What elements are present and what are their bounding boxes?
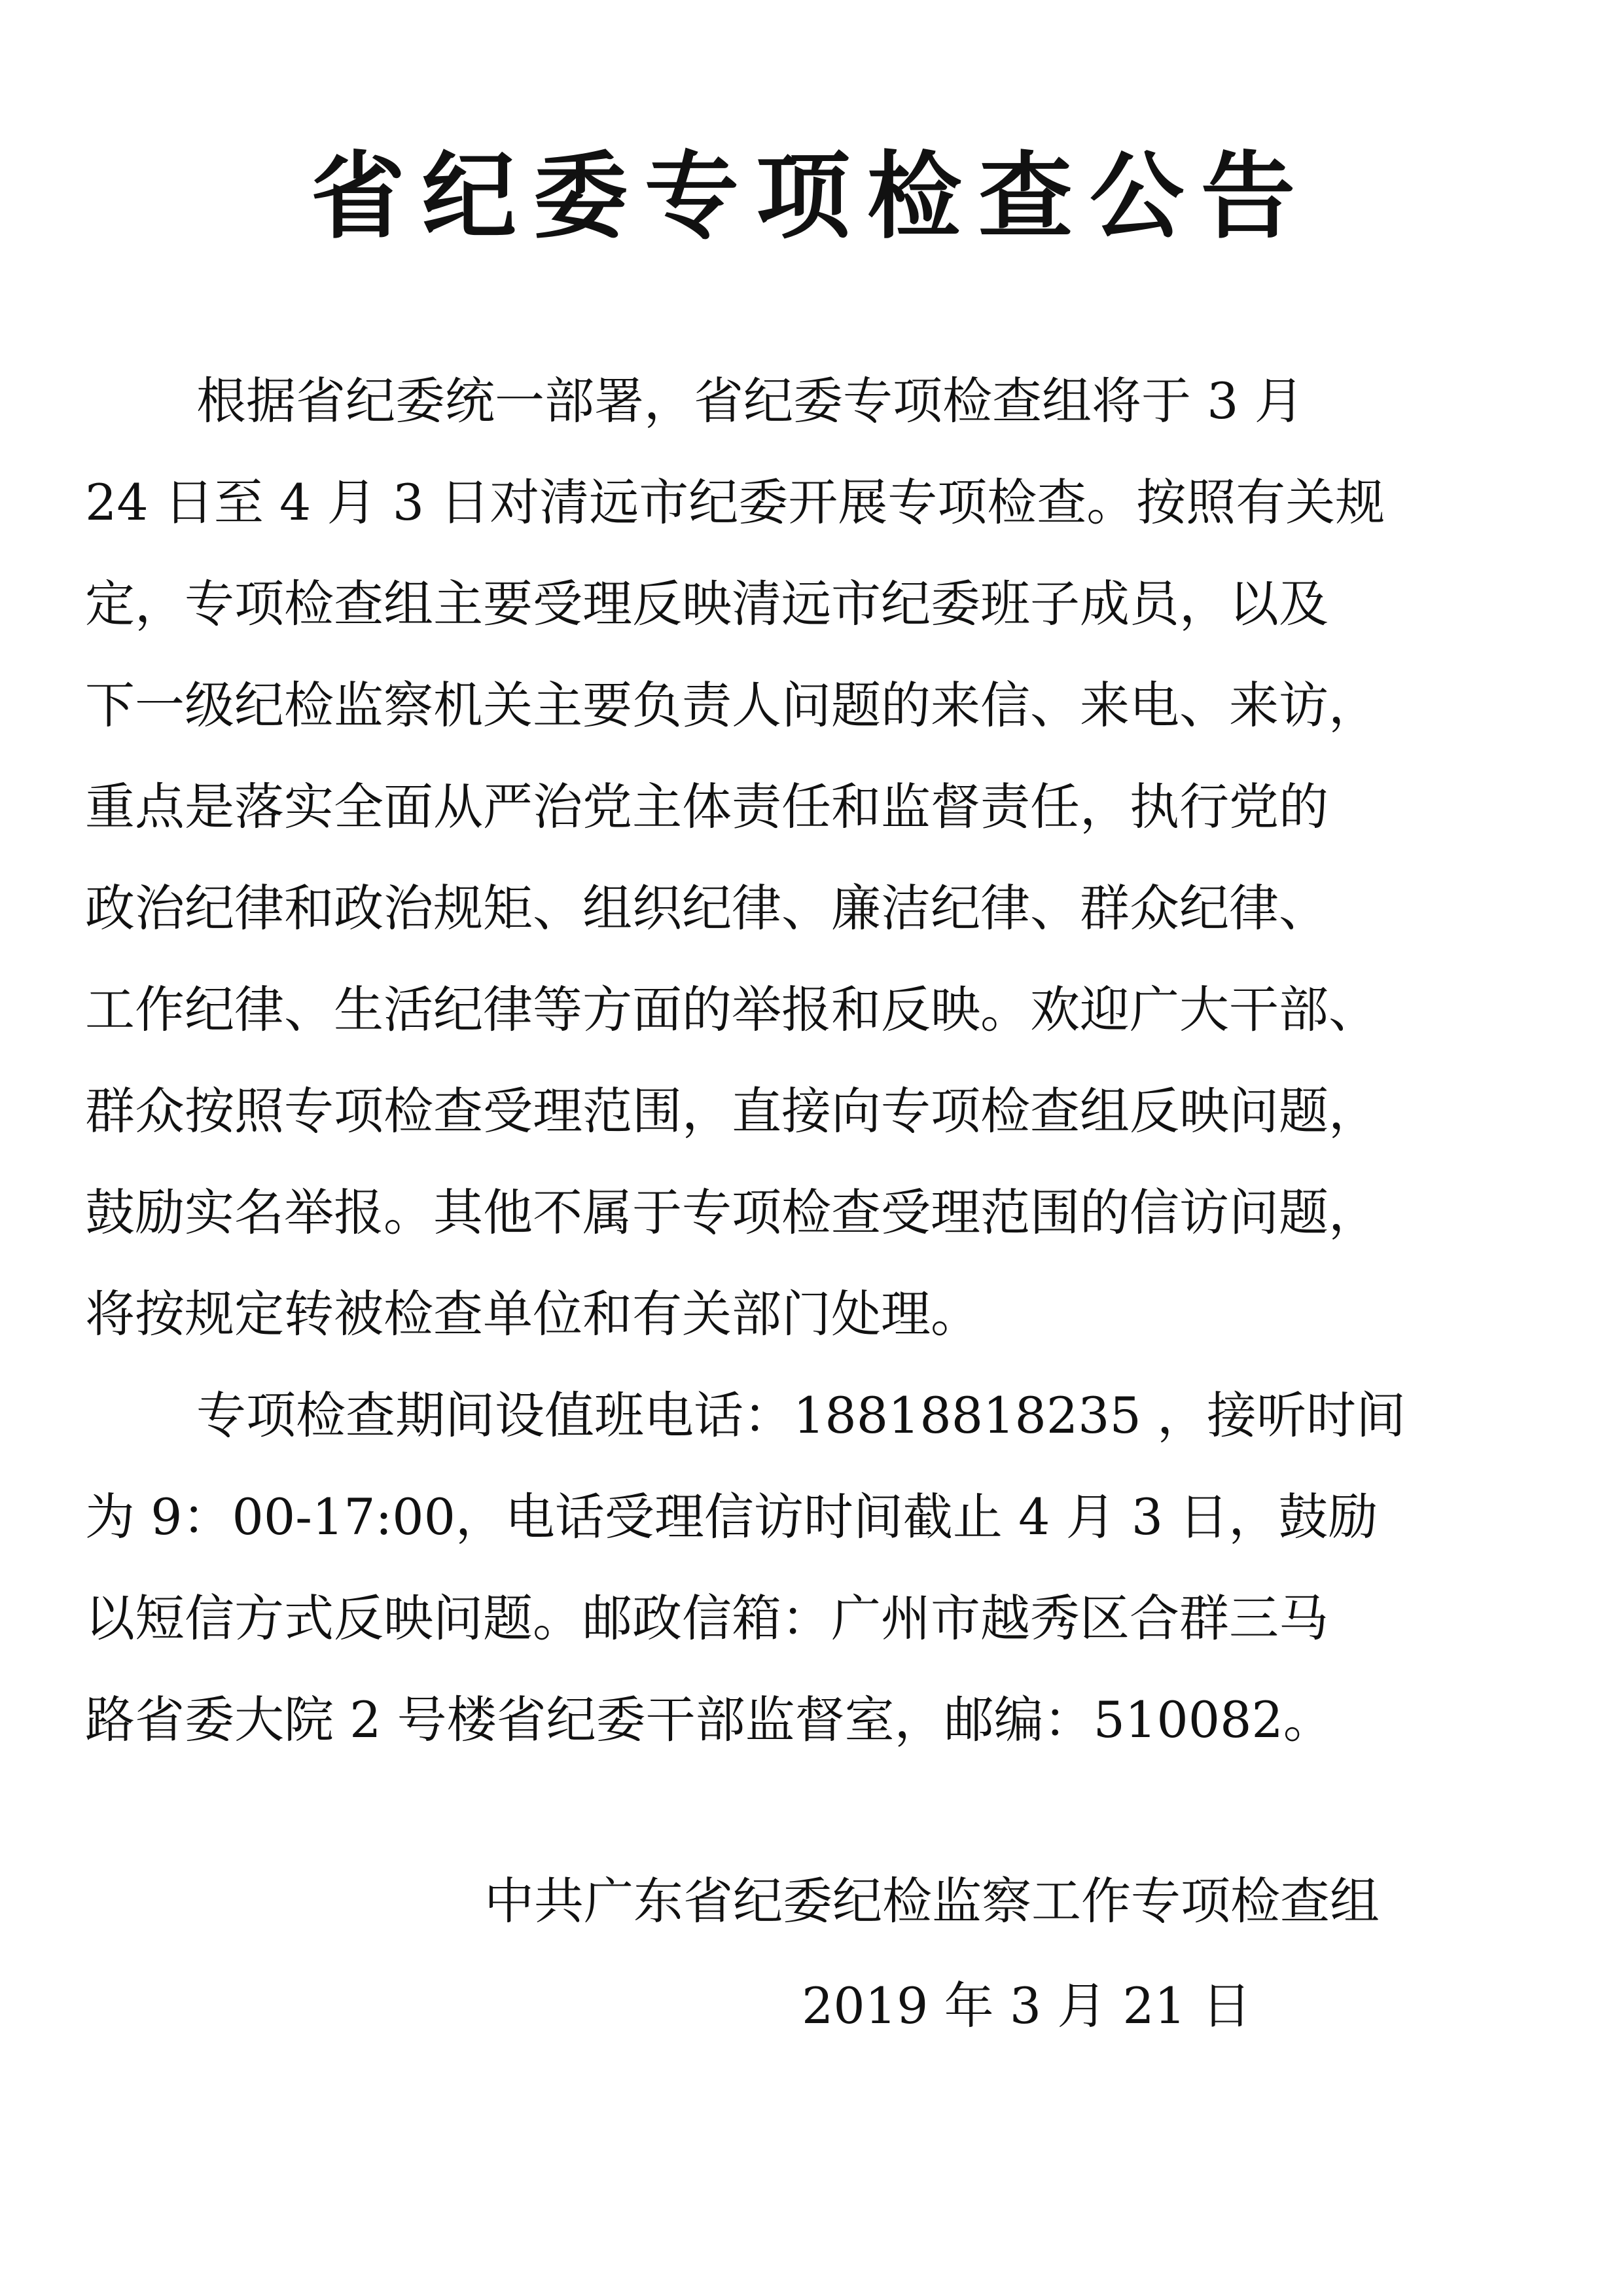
paragraph-1-line: 政治纪律和政治规矩、组织纪律、廉洁纪律、群众纪律、 — [85, 879, 1329, 937]
paragraph-1-line: 重点是落实全面从严治党主体责任和监督责任，执行党的 — [85, 778, 1329, 836]
notice-title: 省纪委专项检查公告 — [310, 141, 1312, 251]
paragraph-2-line: 以短信方式反映问题。邮政信箱：广州市越秀区合群三马 — [85, 1589, 1329, 1647]
paragraph-1-line: 将按规定转被检查单位和有关部门处理。 — [85, 1285, 980, 1343]
paragraph-2-line: 为 9：00-17:00，电话受理信访时间截止 4 月 3 日，鼓励 — [85, 1488, 1378, 1546]
paragraph-1-line: 群众按照专项检查受理范围，直接向专项检查组反映问题， — [85, 1082, 1378, 1140]
paragraph-2-line: 路省委大院 2 号楼省纪委干部监督室，邮编：510082。 — [85, 1691, 1333, 1749]
paragraph-2-line: 专项检查期间设值班电话：18818818235 ，接听时间 — [196, 1386, 1406, 1444]
paragraph-1-line: 定，专项检查组主要受理反映清远市纪委班子成员，以及 — [85, 575, 1329, 633]
paragraph-1-line: 根据省纪委统一部署，省纪委专项检查组将于 3 月 — [196, 372, 1304, 430]
paragraph-1-line: 鼓励实名举报。其他不属于专项检查受理范围的信访问题， — [85, 1183, 1378, 1242]
issue-date: 2019 年 3 月 21 日 — [802, 1977, 1252, 2035]
issuer-signature: 中共广东省纪委纪检监察工作专项检查组 — [484, 1872, 1380, 1930]
paragraph-1-line: 24 日至 4 月 3 日对清远市纪委开展专项检查。按照有关规 — [85, 473, 1385, 531]
paragraph-1-line: 下一级纪检监察机关主要负责人问题的来信、来电、来访， — [85, 676, 1378, 734]
paragraph-1-line: 工作纪律、生活纪律等方面的举报和反映。欢迎广大干部、 — [85, 980, 1378, 1039]
